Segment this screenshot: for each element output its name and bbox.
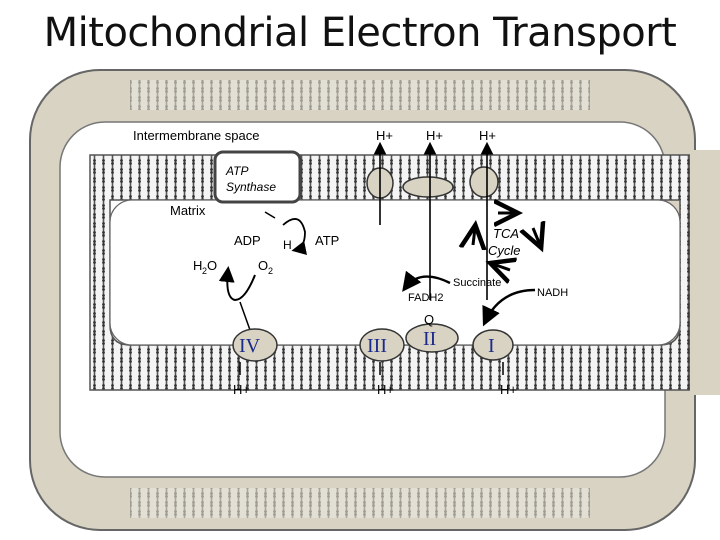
channel-2: [403, 177, 453, 197]
complex-iii-label: III: [367, 335, 387, 357]
tca-arrow-left: [473, 228, 475, 245]
channel-3: [470, 167, 498, 197]
proton-top-3: H+: [479, 128, 496, 143]
outer-membrane-texture-top: [130, 80, 590, 110]
h-label: H: [283, 238, 292, 252]
membrane-edge-cover: [690, 150, 720, 395]
o2-o: O: [258, 258, 269, 273]
nadh-label: NADH: [537, 287, 569, 299]
complex-ii-label: II: [423, 328, 437, 350]
proton-bottom-2: H+: [377, 382, 394, 397]
atp-synthase-label-2: Synthase: [226, 180, 277, 194]
tca-label-1: TCA: [493, 226, 519, 241]
proton-top-1: H+: [376, 128, 393, 143]
succinate-label: Succinate: [453, 277, 502, 289]
fadh2-label: FADH2: [408, 292, 444, 304]
matrix-label: Matrix: [170, 203, 206, 218]
tca-label-2: Cycle: [488, 243, 521, 258]
outer-membrane-texture-bottom: [130, 488, 590, 518]
q-label: Q: [424, 312, 435, 327]
proton-bottom-3: H+: [500, 382, 517, 397]
atp-synthase-label-1: ATP: [226, 164, 249, 178]
o2-subscript: 2: [268, 266, 274, 276]
proton-top-2: H+: [426, 128, 443, 143]
h2o-o: O: [207, 258, 218, 273]
intermembrane-space-label: Intermembrane space: [133, 128, 260, 143]
h2o-h: H: [193, 258, 203, 273]
complex-iv-label: IV: [239, 335, 261, 357]
proton-bottom-1: H+: [233, 382, 250, 397]
h2o-subscript: 2: [202, 266, 208, 276]
page-title: Mitochondrial Electron Transport: [43, 10, 677, 56]
complex-i-label: I: [488, 335, 495, 357]
atp-label: ATP: [315, 233, 340, 248]
adp-label: ADP: [234, 233, 261, 248]
